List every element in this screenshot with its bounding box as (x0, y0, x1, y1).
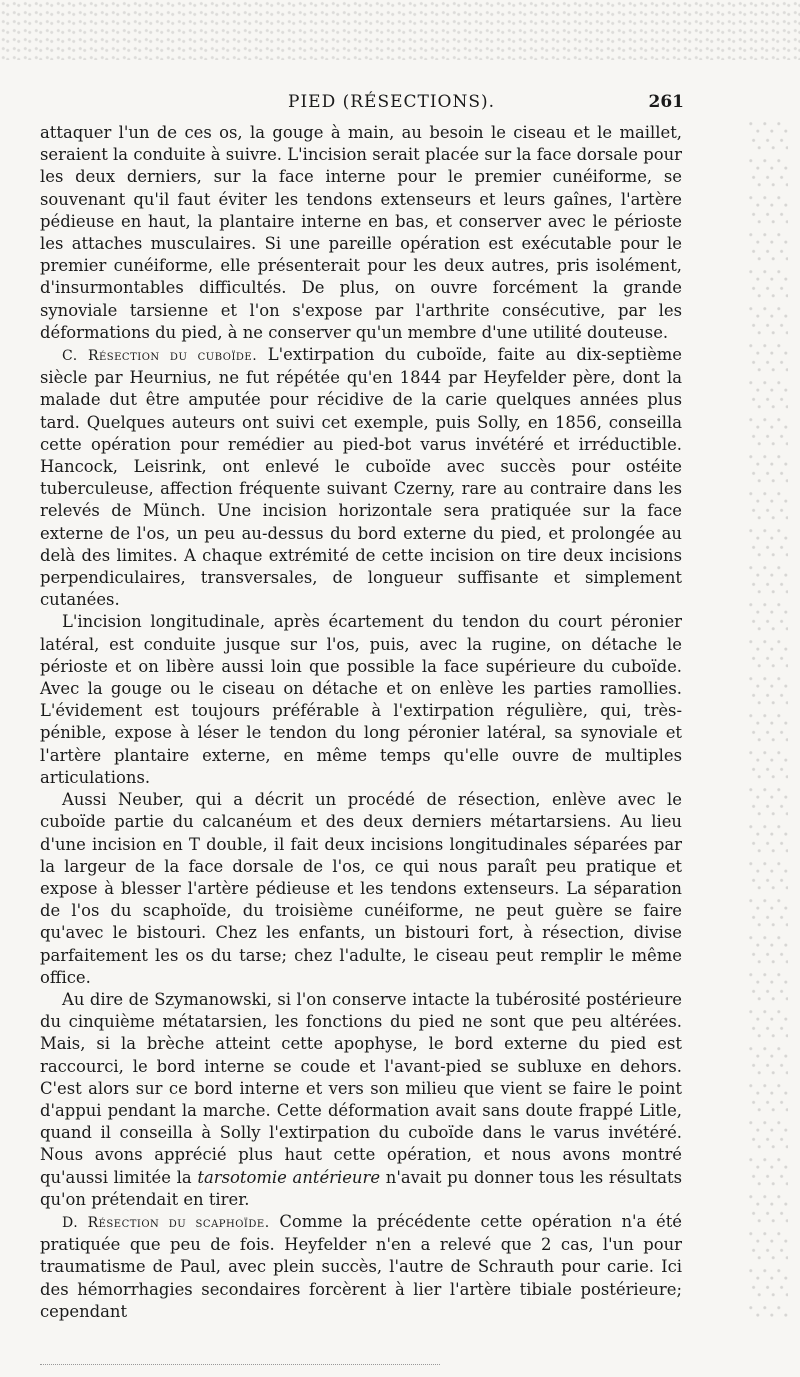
paragraph-text: Aussi Neuber, qui a décrit un procédé de résection, enlève avec le cuboïde partie du calcanéum et des deux derniers métartarsiens. Au lieu d'une incision en T double, il fait deux incisions longitudinales séparées par la largeur de la face dorsale de l'os, ce qui nous paraît peu pratique et expose à blesser l'artère pédieuse et les tendons extenseurs. La séparation de l'os du scaphoïde, du troisième cunéiforme, ne peut guère se faire qu'avec le bistouri. Chez les enfants, un bistouri fort, à résection, divise parfaitement les os du tarse; chez l'adulte, le ciseau peut remplir le même office. (40, 790, 682, 987)
paragraph-text: L'extirpation du cuboïde, faite au dix-septième siècle par Heurnius, ne fut répétée qu'en 1844 par Heyfelder père, dont la malade dut être amputée pour récidive de la carie quelques années plus tard. Quelques auteurs ont suivi cet exemple, puis Solly, en 1856, conseilla cette opération pour remédier au pied-bot varus invétéré et irréductible. Hancock, Leisrink, ont enlevé le cuboïde avec succès pour ostéite tuberculeuse, affection fréquente suivant Czerny, rare au contraire dans les relevés de Münch. Une incision horizontale sera pratiquée sur la face externe de l'os, un peu au-dessus du bord externe du pied, et prolongée au delà des limites. A chaque extrémité de cette incision on tire deux incisions perpendiculaires, transversales, de longueur suffisante et simplement cutanées. (40, 345, 683, 610)
page-header (40, 92, 682, 122)
scan-noise-top (0, 0, 800, 60)
body-text (40, 122, 682, 1323)
paragraph-text: L'incision longitudinale, après écartement du tendon du court péronier latéral, est conduite jusque sur l'os, puis, avec la rugine, on détache le périoste et on libère aussi loin que possible la face supérieure du cuboïde. Avec la gouge ou le ciseau on détache et on enlève les parties ramollies. L'évidement est toujours préférable à l'extirpation régulière, qui, très-pénible, expose à léser le tendon du long péronier latéral, sa synoviale et l'artère plantaire externe, en même temps qu'elle ouvre de multiples articulations. (40, 612, 682, 787)
paragraph-1 (40, 122, 682, 344)
paragraph-text: Comme la précédente cette opération n'a été pratiquée que peu de fois. Heyfelder n'en a relevé que 2 cas, l'un pour traumatisme de Paul, avec plein succès, l'autre de Schrauth pour carie. Ici des hémorrhagies secondaires forcèrent à lier l'artère tibiale postérieure; cependant (40, 1211, 682, 1321)
paragraph-scaphoid-resection (40, 1211, 682, 1323)
paragraph-5 (40, 989, 682, 1211)
paragraph-3 (40, 611, 682, 789)
paragraph-text: attaquer l'un de ces os, la gouge à main, au besoin le ciseau et le maillet, seraient la conduite à suivre. L'incision serait placée sur la face dorsale pour les deux derniers, sur la face interne pour le premier cunéiforme, se souvenant qu'il faut éviter les tendons extenseurs et leurs gaînes, l'artère pédieuse en haut, la plantaire interne en bas, et conserver avec le périoste les attaches musculaires. Si une pareille opération est exécutable pour le premier cunéiforme, elle présenterait pour les deux autres, pris isolément, d'insurmontables difficultés. De plus, on ouvre forcément la grande synoviale tarsienne et l'on s'expose par l'arthrite consécutive, par les déformations du pied, à ne conserver qu'un membre d'une utilité douteuse. (40, 123, 682, 342)
paragraph-text-after: n'avait pu donner tous les résultats qu'on prétendait en tirer. (40, 1167, 683, 1209)
paragraph-text-before: Au dire de Szymanowski, si l'on conserve intacte la tubérosité postérieure du cinquième métatarsien, les fonctions du pied ne sont que peu altérées. Mais, si la brèche atteint cette apophyse, le bord externe du pied est raccourci, le bord interne se coude et l'avant-pied se subluxe en dehors. C'est alors sur ce bord interne et vers son milieu que vient se faire le point d'appui pendant la marche. Cette déformation avait sans doute frappé Litle, quand il conseilla à Solly l'extirpation du cuboïde dans le varus invétéré. Nous avons apprécié plus haut cette opération, et nous avons montré qu'aussi limitée la (40, 989, 682, 1187)
page-number: 261 (648, 92, 684, 112)
document-page (40, 92, 682, 1323)
section-heading-cuboid: C. Résection du cuboïde. (62, 348, 258, 365)
bottom-scan-line (40, 1364, 440, 1365)
scan-noise-margin (748, 120, 788, 1320)
italic-term: tarsotomie antérieure (197, 1167, 381, 1187)
paragraph-cuboid-resection (40, 344, 682, 611)
paragraph-4 (40, 789, 682, 989)
running-head: PIED (RÉSECTIONS). (288, 92, 496, 112)
section-heading-scaphoid: D. Résection du scaphoïde. (62, 1214, 270, 1231)
